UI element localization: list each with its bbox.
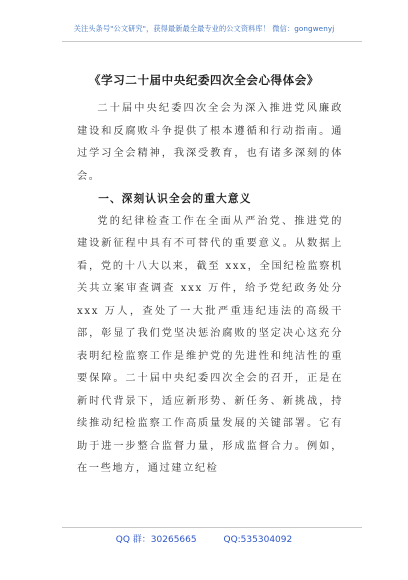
footer-divider bbox=[62, 527, 362, 528]
header-promo-text: 关注头条号"公文研究"，获得最新最全最专业的公文资料库！ 微信：gongwenyj bbox=[73, 24, 335, 33]
header-divider bbox=[62, 41, 362, 42]
document-body bbox=[77, 98, 343, 481]
section-paragraph bbox=[77, 211, 343, 481]
intro-text: 二十届中央纪委四次全会为深入推进党风廉政建设和反腐败斗争提供了根本遵循和行动指南。通过学习全会精神，我深受教育，也有诸多深刻的体会。 bbox=[77, 103, 343, 182]
intro-paragraph bbox=[77, 98, 343, 188]
footer-qq-group: QQ 群：30265665 bbox=[115, 535, 197, 545]
footer-qq: QQ:535304092 bbox=[223, 535, 293, 545]
section-heading: 一、深刻认识全会的重大意义 bbox=[98, 193, 252, 205]
footer bbox=[0, 532, 408, 545]
document-title: 《学习二十届中央纪委四次全会心得体会》 bbox=[89, 73, 319, 87]
section-text: 党的纪律检查工作在全面从严治党、推进党的建设新征程中具有不可替代的重要意义。从数据上看，党的十八大以来，截至 xxx，全国纪检监察机关共立案审查调查 xxx 万件，给予党纪政务处分 xxx 万人，查处了一大批严重违纪违法的高级干部，彰显了我们党坚决惩治腐败的坚定决心这充分表明纪检监察工作是维护党的先进性和纯洁性的重要保障。二十届中央纪委四次全会的召开，正是在新时代背景下，适应新形势、新任务、新挑战，持续推动纪检监察工作高质量发展的关键部署。它有助于进一步整合监督力量，形成监督合力。例如，在一些地方，通过建立纪检 bbox=[77, 215, 343, 474]
